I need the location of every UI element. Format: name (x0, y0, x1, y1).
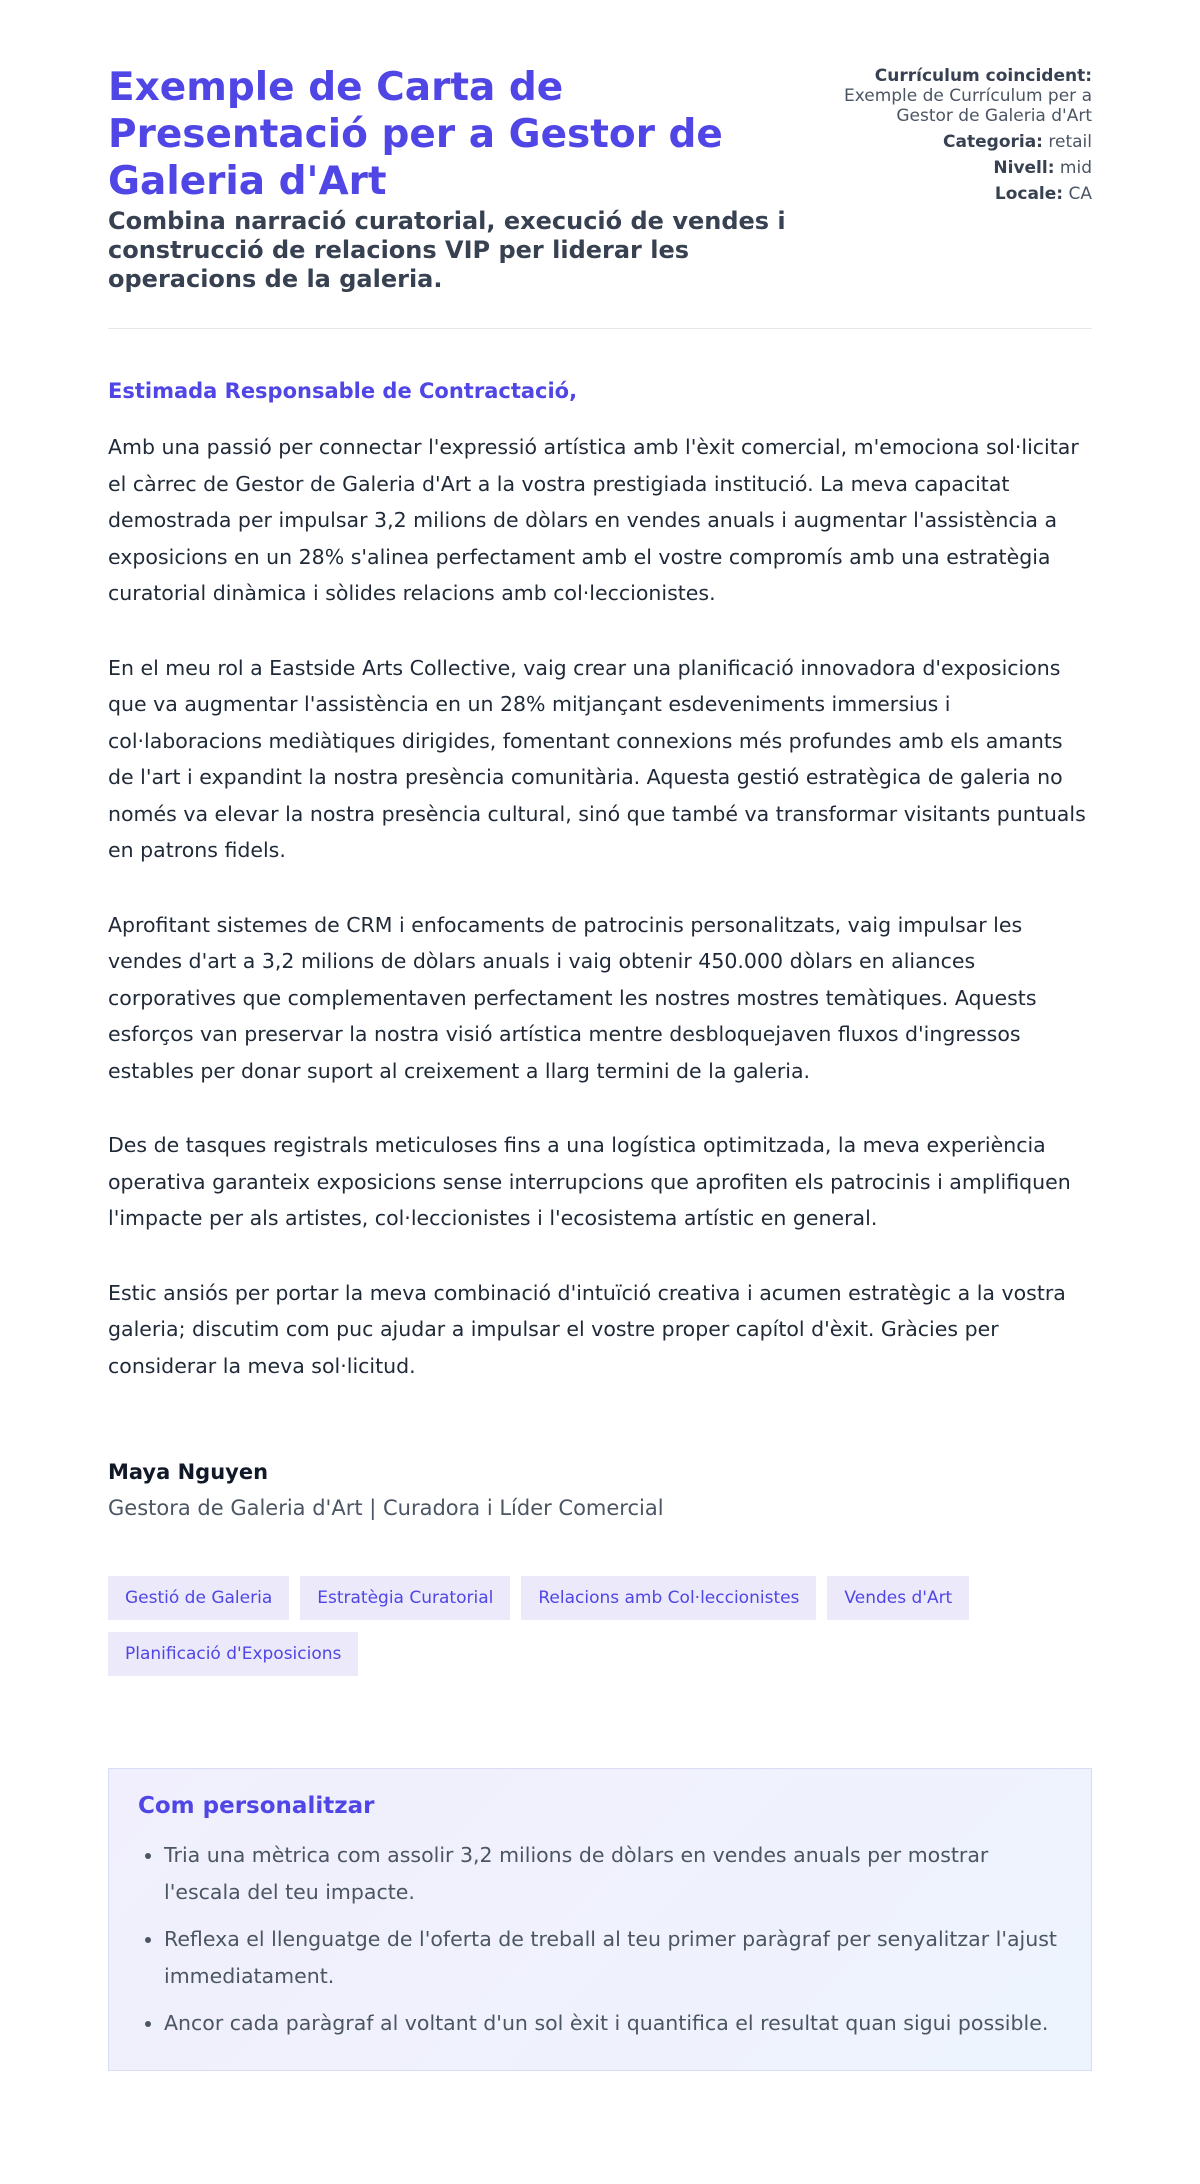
category-label: Categoria: (943, 132, 1043, 152)
tips-title: Com personalitzar (138, 1793, 375, 1819)
letter-paragraph-2: En el meu rol a Eastside Arts Collective, vaig crear una planificació innovadora d'exposicions que va augmentar l'assistència en un 28% mitjançant esdeveniments immersius i col·laboracions mediàtiques dirigides, fomentant connexions més profundes amb els amants de l'art i expandint la nostra presència comunitària. Aquesta gestió estratègica de galeria no només va elevar la nostra presència cultural, sinó que també va transformar visitants puntuals en patrons fidels. (108, 655, 1086, 862)
customization-tips (108, 1768, 1092, 2071)
letter-paragraph-1: Amb una passió per connectar l'expressió artística amb l'èxit comercial, m'emociona sol·licitar el càrrec de Gestor de Galeria d'Art a la vostra prestigiada institució. La meva capacitat demostrada per impulsar 3,2 milions de dòlars en vendes anuals i augmentar l'assistència a exposicions en un 28% s'alinea perfectament amb el vostre compromís amb una estratègia curatorial dinàmica i sòlides relacions amb col·leccionistes. (108, 435, 1079, 605)
tip-item: • Ancor cada paràgraf al voltant d'un sol èxit i quantifica el resultat quan sigui possible. (164, 2005, 1062, 2042)
letter-body (108, 429, 1092, 1384)
meta-locale (802, 184, 1092, 204)
category-value: retail (1048, 132, 1092, 152)
letter-paragraph-3: Aprofitant sistemes de CRM i enfocaments de patrocinis personalitzats, vaig impulsar les vendes d'art a 3,2 milions de dòlars anuals i vaig obtenir 450.000 dòlars en aliances corporatives que complementaven perfectament les nostres mostres temàtiques. Aquests esforços van preservar la nostra visió artística mentre desbloquejaven fluxos d'ingressos estables per donar suport al creixement a llarg termini de la galeria. (108, 912, 1037, 1083)
page-subtitle: Combina narració curatorial, execució de vendes i construcció de relacions VIP per liderar les operacions de la galeria. (108, 207, 786, 293)
skill-tag: Relacions amb Col·leccionistes (521, 1576, 816, 1620)
skill-tag: Vendes d'Art (827, 1576, 969, 1620)
matched-resume-label: Currículum coincident: (874, 66, 1092, 86)
level-label: Nivell: (993, 158, 1055, 178)
tips-list (138, 1837, 1062, 2042)
locale-label: Locale: (994, 184, 1064, 204)
meta-level (802, 158, 1092, 178)
meta-category (802, 132, 1092, 152)
letter-paragraph-5: Estic ansiós per portar la meva combinació d'intuïció creativa i acumen estratègic a la vostra galeria; discutim com puc ajudar a impulsar el vostre proper capítol d'èxit. Gràcies per considerar la meva sol·licitud. (108, 1280, 1066, 1378)
signature-role: Gestora de Galeria d'Art | Curadora i Líder Comercial (108, 1496, 664, 1520)
meta-panel (802, 64, 1092, 210)
tip-item: • Reflexa el llenguatge de l'oferta de treball al teu primer paràgraf per senyalitzar l'ajust immediatament. (164, 1921, 1062, 1994)
signature-name: Maya Nguyen (108, 1460, 269, 1484)
level-value: mid (1059, 158, 1092, 178)
tip-item: • Tria una mètrica com assolir 3,2 milions de dòlars en vendes anuals per mostrar l'escala del teu impacte. (164, 1837, 1062, 1910)
page-header (108, 64, 1092, 329)
skill-tag: Estratègia Curatorial (300, 1576, 510, 1620)
skill-tag: Gestió de Galeria (108, 1576, 289, 1620)
skill-tag: Planificació d'Exposicions (108, 1632, 358, 1676)
title-block (108, 64, 788, 294)
locale-value: CA (1068, 184, 1092, 204)
letter-paragraph-4: Des de tasques registrals meticuloses fins a una logística optimitzada, la meva experiència operativa garanteix exposicions sense interrupcions que aprofiten els patrocinis i amplifiquen l'impacte per als artistes, col·leccionistes i l'ecosistema artístic en general. (108, 1133, 1071, 1230)
letter-greeting: Estimada Responsable de Contractació, (108, 379, 578, 403)
matched-resume-value: Exemple de Currículum per a Gestor de Galeria d'Art (843, 86, 1092, 126)
page-title: Exemple de Carta de Presentació per a Gestor de Galeria d'Art (108, 65, 723, 204)
skill-tags (108, 1576, 1008, 1676)
